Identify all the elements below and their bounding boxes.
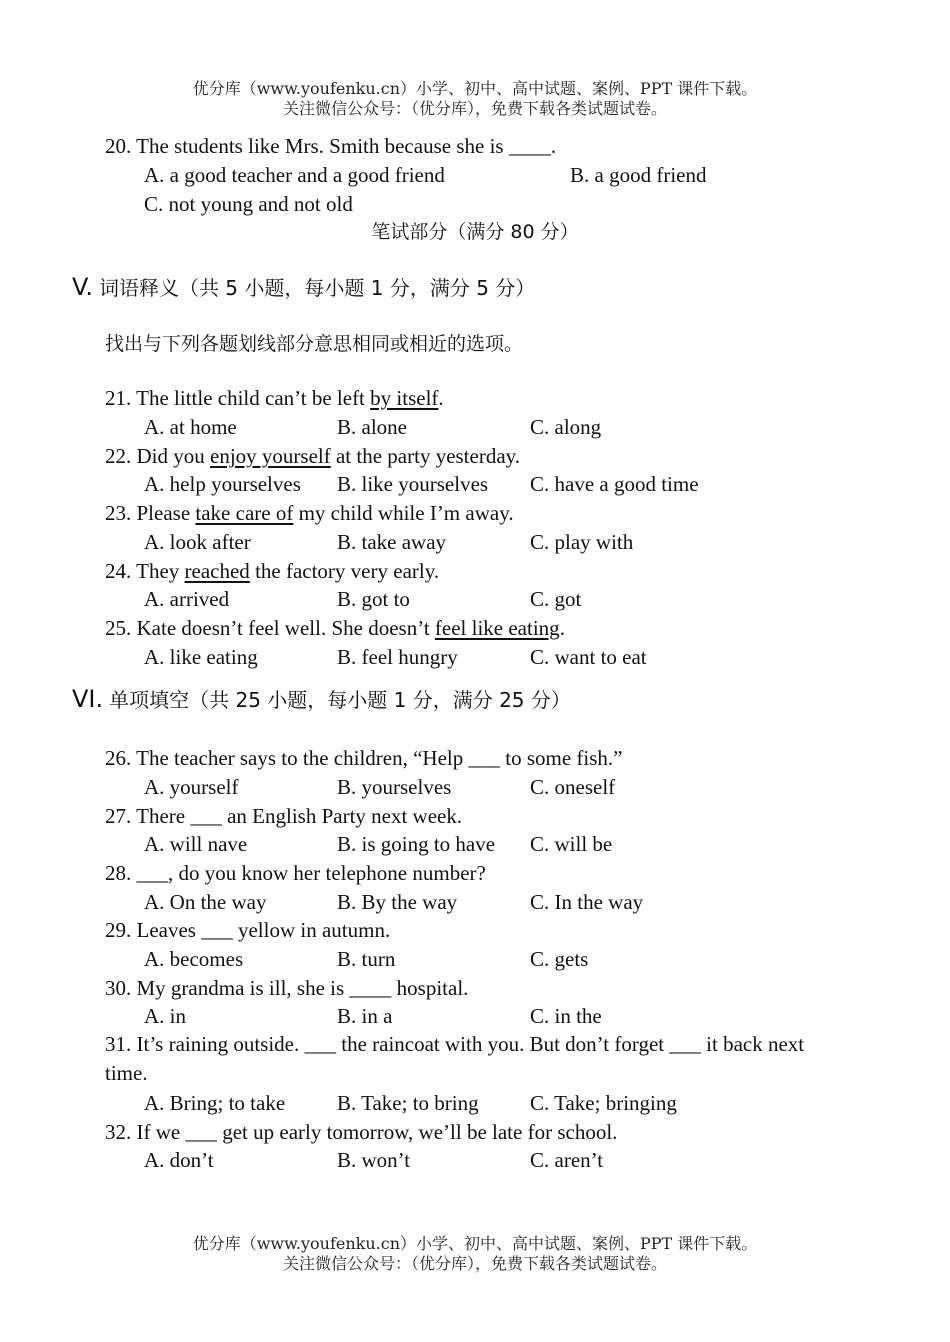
question-20: 20. The students like Mrs. Smith because she is ____.	[105, 134, 557, 158]
option-c: C. not young and not old	[144, 192, 353, 216]
option-b: B. like yourselves	[337, 472, 489, 496]
footer-line-2: 关注微信公众号：（优分库），免费下载各类试题试卷。	[282, 1254, 667, 1273]
option-b: B. turn	[337, 947, 396, 971]
underlined-phrase: reached	[184, 559, 250, 583]
option-c: C. along	[530, 415, 602, 439]
option-c: C. gets	[530, 947, 589, 971]
option-c: C. got	[530, 587, 582, 611]
footer-line-1: 优分库（www.youfenku.cn）小学、初中、高中试题、案例、PPT 课件下载。	[192, 1234, 758, 1253]
underlined-phrase: enjoy yourself	[210, 444, 331, 468]
option-c: C. Take; bringing	[530, 1091, 677, 1115]
option-b: B. yourselves	[337, 775, 452, 799]
question-31: 31. It’s raining outside. ___ the raincoat with you. But don’t forget ___ it back next time.	[105, 1032, 805, 1085]
option-a: A. look after	[144, 530, 251, 554]
option-b: B. take away	[337, 530, 447, 554]
option-a: A. arrived	[144, 587, 230, 611]
question-25-text: 25. Kate doesn’t feel well. She doesn’t	[105, 616, 435, 640]
option-a: A. On the way	[144, 890, 267, 914]
underlined-phrase: take care of	[195, 501, 294, 525]
header-line-2: 关注微信公众号：（优分库），免费下载各类试题试卷。	[282, 99, 667, 118]
section-5-title: 词语释义（共 5 小题，每小题 1 分，满分 5 分）	[98, 276, 536, 300]
page-header	[0, 79, 950, 119]
option-a: A. at home	[144, 415, 237, 439]
question-28: 28. ___, do you know her telephone number?	[105, 861, 486, 885]
option-b: B. By the way	[337, 890, 458, 914]
option-a: A. yourself	[144, 775, 239, 799]
option-a: A. don’t	[144, 1148, 214, 1172]
question-29: 29. Leaves ___ yellow in autumn.	[105, 918, 391, 942]
option-b: B. feel hungry	[337, 645, 458, 669]
question-21-text: 21. The little child can’t be left	[105, 386, 371, 410]
option-a: A. will nave	[144, 832, 248, 856]
question-24-text: 24. They	[105, 559, 185, 583]
option-c: C. aren’t	[530, 1148, 604, 1172]
section-5-number: V.	[72, 273, 93, 301]
question-27: 27. There ___ an English Party next week.	[105, 804, 463, 828]
option-b: B. got to	[337, 587, 410, 611]
question-22	[105, 443, 520, 469]
option-b: B. won’t	[337, 1148, 411, 1172]
option-a: A. like eating	[144, 645, 258, 669]
option-b: B. is going to have	[337, 832, 496, 856]
option-c: C. play with	[530, 530, 634, 554]
option-a: A. in	[144, 1004, 186, 1028]
underlined-phrase: by itself	[370, 386, 439, 410]
question-26: 26. The teacher says to the children, “Help ___ to some fish.”	[105, 746, 623, 770]
question-21	[105, 385, 444, 411]
underlined-phrase: feel like eating	[434, 616, 560, 640]
option-c: C. will be	[530, 832, 613, 856]
option-a: A. a good teacher and a good friend	[144, 163, 445, 187]
question-21-end: .	[438, 386, 444, 410]
option-a: A. help yourselves	[144, 472, 301, 496]
question-23	[105, 500, 514, 526]
section-5-instruction: 找出与下列各题划线部分意思相同或相近的选项。	[105, 333, 524, 355]
section-5-heading	[72, 274, 535, 301]
question-24-end: the factory very early.	[249, 559, 440, 583]
option-c: C. want to eat	[530, 645, 647, 669]
question-24	[105, 558, 439, 584]
question-23-text: 23. Please	[105, 501, 196, 525]
option-c: C. In the way	[530, 890, 644, 914]
section-6-heading	[72, 686, 571, 713]
option-a: A. Bring; to take	[144, 1091, 286, 1115]
written-part-title: 笔试部分（满分 80 分）	[371, 221, 579, 243]
header-line-1: 优分库（www.youfenku.cn）小学、初中、高中试题、案例、PPT 课件下载。	[192, 79, 758, 98]
section-6-number: VI.	[72, 685, 104, 713]
question-25-end: .	[559, 616, 565, 640]
option-b: B. alone	[337, 415, 407, 439]
section-6-title: 单项填空（共 25 小题，每小题 1 分，满分 25 分）	[109, 688, 571, 712]
question-23-end: my child while I’m away.	[293, 501, 514, 525]
option-c: C. oneself	[530, 775, 616, 799]
question-25	[105, 615, 565, 641]
option-a: A. becomes	[144, 947, 244, 971]
page-footer	[0, 1234, 950, 1274]
option-b: B. Take; to bring	[337, 1091, 479, 1115]
option-b: B. a good friend	[570, 163, 707, 187]
question-30: 30. My grandma is ill, she is ____ hospital.	[105, 976, 469, 1000]
option-c: C. in the	[530, 1004, 602, 1028]
question-32: 32. If we ___ get up early tomorrow, we’ll be late for school.	[105, 1120, 618, 1144]
option-b: B. in a	[337, 1004, 393, 1028]
question-22-text: 22. Did you	[105, 444, 210, 468]
option-c: C. have a good time	[530, 472, 699, 496]
question-22-end: at the party yesterday.	[330, 444, 521, 468]
